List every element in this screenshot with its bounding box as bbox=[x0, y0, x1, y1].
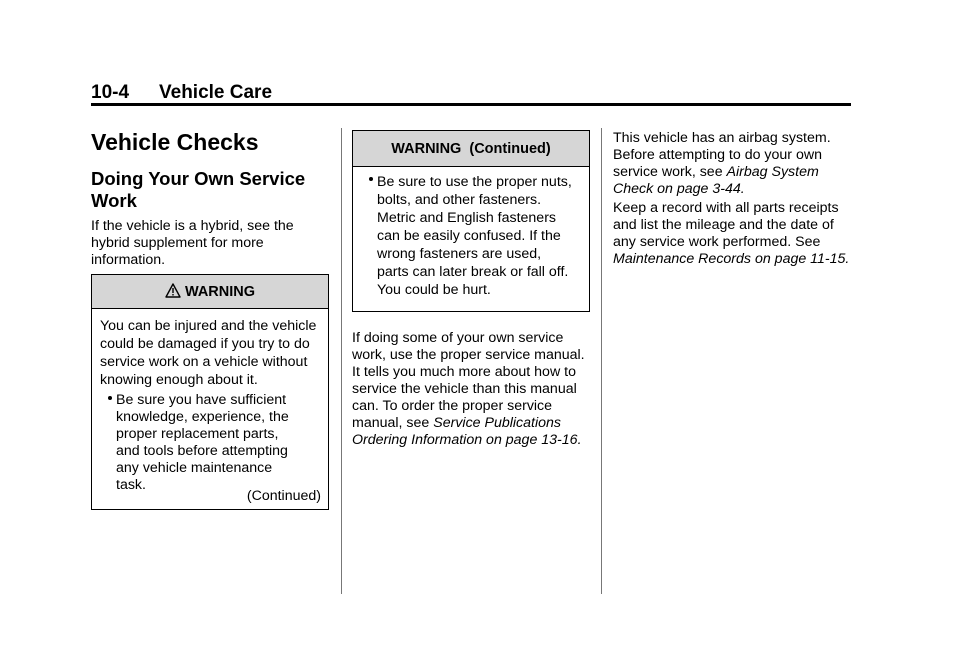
column-divider-2 bbox=[601, 128, 602, 594]
warning-header bbox=[92, 275, 328, 309]
warning-continued-bullet-text: Be sure to use the proper nuts, bolts, and other fasteners. Metric and English fasteners can be easily confused. If the wrong fasteners are used, parts can later break or fall off. You could be hurt. bbox=[377, 174, 572, 298]
intro-text: If the vehicle is a hybrid, see the hybrid supplement for more information. bbox=[91, 218, 294, 268]
records-reference[interactable]: Maintenance Records on page 11-15. bbox=[613, 251, 850, 267]
warning-continued-title: WARNING (Continued) bbox=[391, 141, 551, 157]
warning-bullet bbox=[100, 392, 306, 494]
continued-label: (Continued) bbox=[246, 488, 321, 504]
records-text bbox=[613, 200, 853, 268]
bullet-dot bbox=[369, 177, 373, 181]
bullet-dot bbox=[108, 396, 112, 400]
warning-continued-body bbox=[361, 173, 576, 299]
service-manual-body: If doing some of your own service work, use the proper service manual. It tells you much more about how to service the vehicle than this manual can. To order the proper service manual, see bbox=[352, 330, 585, 431]
warning-title: WARNING bbox=[184, 284, 256, 300]
warning-box bbox=[91, 274, 329, 510]
airbag-text bbox=[613, 130, 853, 198]
warning-continued-box bbox=[352, 130, 590, 312]
warning-continued-header bbox=[353, 131, 589, 167]
records-paragraph bbox=[613, 200, 853, 268]
warning-continued-bullet bbox=[361, 173, 576, 299]
airbag-paragraph bbox=[613, 130, 853, 198]
airbag-reference[interactable]: Airbag System Check on page 3-44. bbox=[613, 164, 819, 197]
warning-text: You can be injured and the vehicle could be damaged if you try to do service work on a vehicle without knowing enough about it. bbox=[100, 318, 317, 388]
intro-paragraph bbox=[91, 218, 311, 269]
service-manual-text bbox=[352, 330, 592, 449]
header-rule bbox=[91, 103, 851, 106]
warning-body bbox=[100, 317, 326, 494]
page-number: 10-4 bbox=[91, 82, 130, 103]
service-manual-reference[interactable]: Service Publications Ordering Information on page 13-16. bbox=[352, 415, 582, 448]
records-body: Keep a record with all parts receipts and list the mileage and the date of any service work performed. See bbox=[613, 200, 839, 250]
warning-bullet-text: Be sure you have sufficient knowledge, experience, the proper replacement parts, and tools before attempting any vehicle maintenance task. bbox=[116, 392, 289, 493]
column-divider-1 bbox=[341, 128, 342, 594]
page-title: Vehicle Checks bbox=[91, 129, 259, 155]
section-title: Vehicle Care bbox=[159, 82, 273, 103]
service-manual-paragraph bbox=[352, 330, 592, 449]
section-heading: Doing Your Own Service Work bbox=[91, 168, 306, 211]
airbag-body: This vehicle has an airbag system. Before attempting to do your own service work, see bbox=[613, 130, 831, 180]
warning-icon bbox=[165, 277, 181, 292]
